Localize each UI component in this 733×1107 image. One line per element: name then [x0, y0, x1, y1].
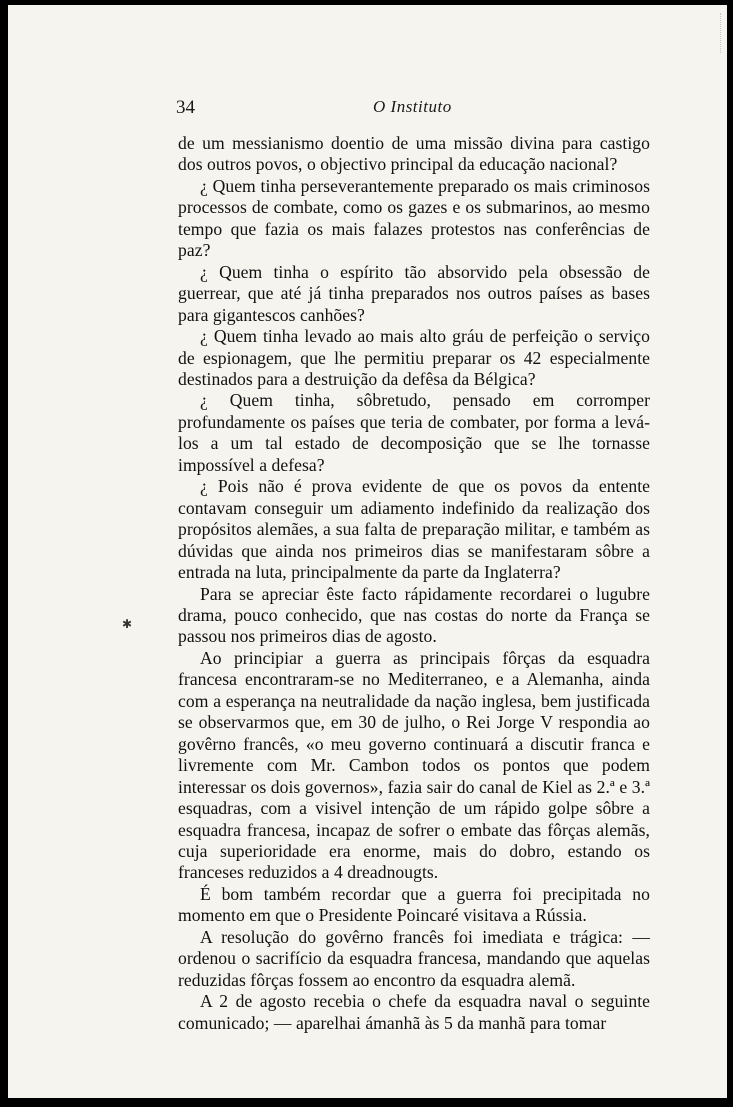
paragraph-entente: ¿ Pois não é prova evidente de que os povos da entente contavam conseguir um adiamento indefinido da realização dos propósitos alemães, a sua falta de preparação militar, e também as dúvidas que ainda nos primeiros dias se manifestaram sôbre a entrada na luta, principalmente da parte da Inglaterra?: [178, 476, 650, 583]
paragraph-communique: A 2 de agosto recebia o chefe da esquadra naval o seguinte comunicado; — aparelhai ámanhã às 5 da manhã para tomar: [178, 991, 650, 1033]
running-title: O Instituto: [373, 97, 452, 116]
paragraph-fleet: Ao principiar a guerra as principais fôrças da esquadra francesa encontraram-se no Mediterraneo, e a Alemanha, ainda com a esperança na neutralidade da nação inglesa, bem justificada se observarmos que, em 30 de julho, o Rei Jorge V respondia ao govêrno francês, «o meu governo continuará a discutir franca e livremente com Mr. Cambon todos os pontos que podem interessar os dois governos», fazia sair do canal de Kiel as 2.ª e 3.ª esquadras, com a visivel intenção de um rápido golpe sôbre a esquadra francesa, incapaz de sofrer o embate das fôrças alemãs, cuja superioridade era enorme, mais do dobro, estando os franceses reduzidos a 4 dreadnougts.: [178, 647, 650, 883]
book-page: [8, 5, 727, 1098]
paragraph-question-espionage: ¿ Quem tinha levado ao mais alto gráu de perfeição o serviço de espionagem, que lhe permitiu preparar os 42 especialmente destinados para a destruição da defêsa da Bélgica?: [178, 326, 650, 389]
paragraph-resolution: A resolução do govêrno francês foi imediata e trágica: — ordenou o sacrifício da esquadra francesa, mandando que aquelas reduzidas fôrças fossem ao encontro da esquadra alemã.: [178, 926, 650, 990]
paragraph-question-weapons: ¿ Quem tinha perseverantemente preparado os mais criminosos processos de combate, como os gazes e os submarinos, ao mesmo tempo que fazia os mais falazes protestos nas conferências de paz?: [178, 175, 650, 261]
paragraph-drama: Para se apreciar êste facto rápidamente recordarei o lugubre drama, pouco conhecido, que nas costas do norte da França se passou nos primeiros dias de agosto.: [178, 583, 650, 647]
ink-blemish-icon: ✱: [122, 617, 133, 631]
page-number: 34: [176, 97, 195, 118]
body-text: [178, 133, 650, 1034]
page-header: [168, 91, 658, 121]
paragraph-continuation: de um messianismo doentio de uma missão divina para castigo dos outros povos, o objectivo principal da educação nacional?: [178, 133, 650, 175]
paragraph-question-war: ¿ Quem tinha o espírito tão absorvido pela obsessão de guerrear, que até já tinha preparados nos outros países as bases para gigantescos canhões?: [178, 261, 650, 325]
paragraph-poincare: É bom também recordar que a guerra foi precipitada no momento em que o Presidente Poincaré visitava a Rússia.: [178, 883, 650, 926]
paragraph-question-corruption: ¿ Quem tinha, sôbretudo, pensado em corromper profundamente os países que teria de combater, por forma a levá-los a um tal estado de decomposição que se lhe tornasse impossível a defesa?: [178, 390, 650, 475]
page-edge-mark: [706, 13, 721, 53]
